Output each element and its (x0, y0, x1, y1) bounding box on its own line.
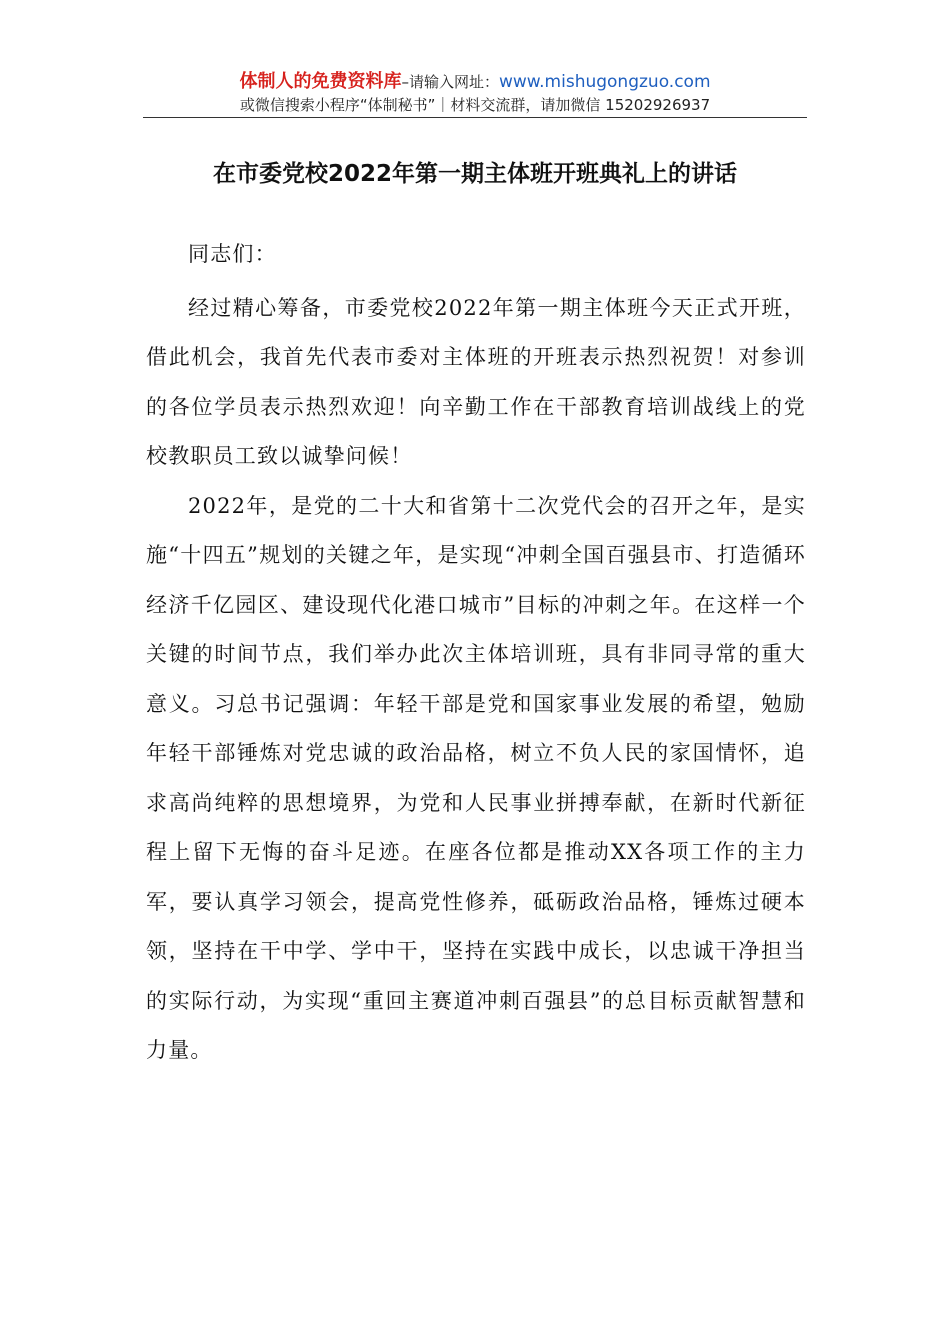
document-title: 在市委党校2022年第一期主体班开班典礼上的讲话 (212, 161, 737, 187)
brand-name: 体制人的免费资料库 (239, 71, 402, 92)
header-line-2: 或微信搜索小程序“体制秘书”｜材料交流群，请加微信 15202926937 (239, 96, 711, 114)
paragraph-1: 经过精心筹备，市委党校2022年第一期主体班今天正式开班，借此机会，我首先代表市委对主体班的开班表示热烈祝贺！对参训的各位学员表示热烈欢迎！向辛勤工作在干部教育培训战线上的党校教职员工致以诚挚问候！ (146, 295, 806, 468)
salutation: 同志们： (188, 242, 277, 266)
page-header (143, 70, 807, 116)
website-link[interactable]: www.mishugongzuo.com (499, 72, 711, 92)
document-body (146, 230, 806, 1076)
url-prompt: –请输入网址： (401, 73, 499, 91)
header-divider (143, 117, 807, 118)
paragraph-2: 2022年，是党的二十大和省第十二次党代会的召开之年，是实施“十四五”规划的关键之年，是实现“冲刺全国百强县市、打造循环经济千亿园区、建设现代化港口城市”目标的冲刺之年。在这样一个关键的时间节点，我们举办此次主体培训班，具有非同寻常的重大意义。习总书记强调：年轻干部是党和国家事业发展的希望，勉励年轻干部锤炼对党忠诚的政治品格，树立不负人民的家国情怀，追求高尚纯粹的思想境界，为党和人民事业拼搏奉献，在新时代新征程上留下无悔的奋斗足迹。在座各位都是推动XX各项工作的主力军，要认真学习领会，提高党性修养，砥砺政治品格，锤炼过硬本领，坚持在干中学、学中干，坚持在实践中成长，以忠诚干净担当的实际行动，为实现“重回主赛道冲刺百强县”的总目标贡献智慧和力量。 (146, 493, 806, 1062)
header-line-1 (143, 70, 807, 94)
